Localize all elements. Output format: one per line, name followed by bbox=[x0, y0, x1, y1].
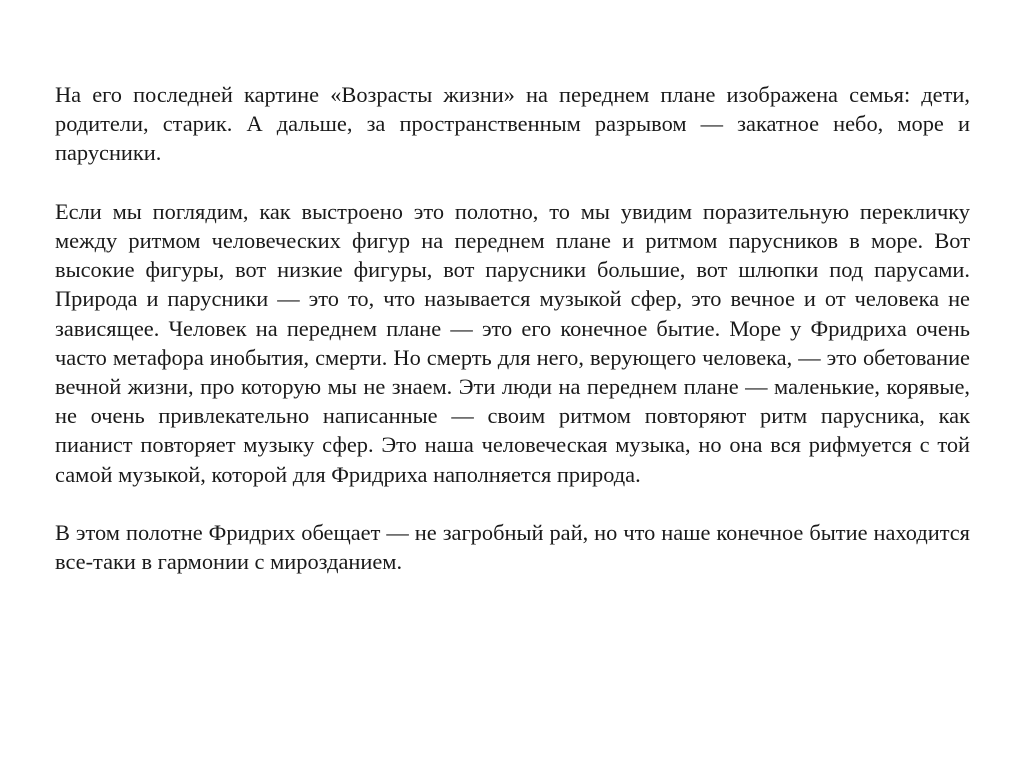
paragraph-3: В этом полотне Фридрих обещает — не загробный рай, но что наше конечное бытие находится все-таки в гармонии с мирозданием. bbox=[55, 520, 970, 575]
paragraph-1: На его последней картине «Возрасты жизни» на переднем плане изображена семья: дети, родители, старик. А дальше, за пространственным разрывом — закатное небо, море и парусники. bbox=[55, 82, 970, 166]
document-body bbox=[55, 80, 970, 576]
paragraph-2: Если мы поглядим, как выстроено это полотно, то мы увидим поразительную перекличку между ритмом человеческих фигур на переднем плане и ритмом парусников в море. Вот высокие фигуры, вот низкие фигуры, вот парусники большие, вот шлюпки под парусами. Природа и парусники — это то, что называется музыкой сфер, это вечное и от человека не зависящее. Человек на переднем плане — это его конечное бытие. Море у Фридриха очень часто метафора инобытия, смерти. Но смерть для него, верующего человека, — это обетование вечной жизни, про которую мы не знаем. Эти люди на переднем плане — маленькие, корявые, не очень привлекательно написанные — своим ритмом повторяют ритм парусника, как пианист повторяет музыку сфер. Это наша человеческая музыка, но она вся рифмуется с той самой музыкой, которой для Фридриха наполняется природа. bbox=[55, 198, 970, 487]
